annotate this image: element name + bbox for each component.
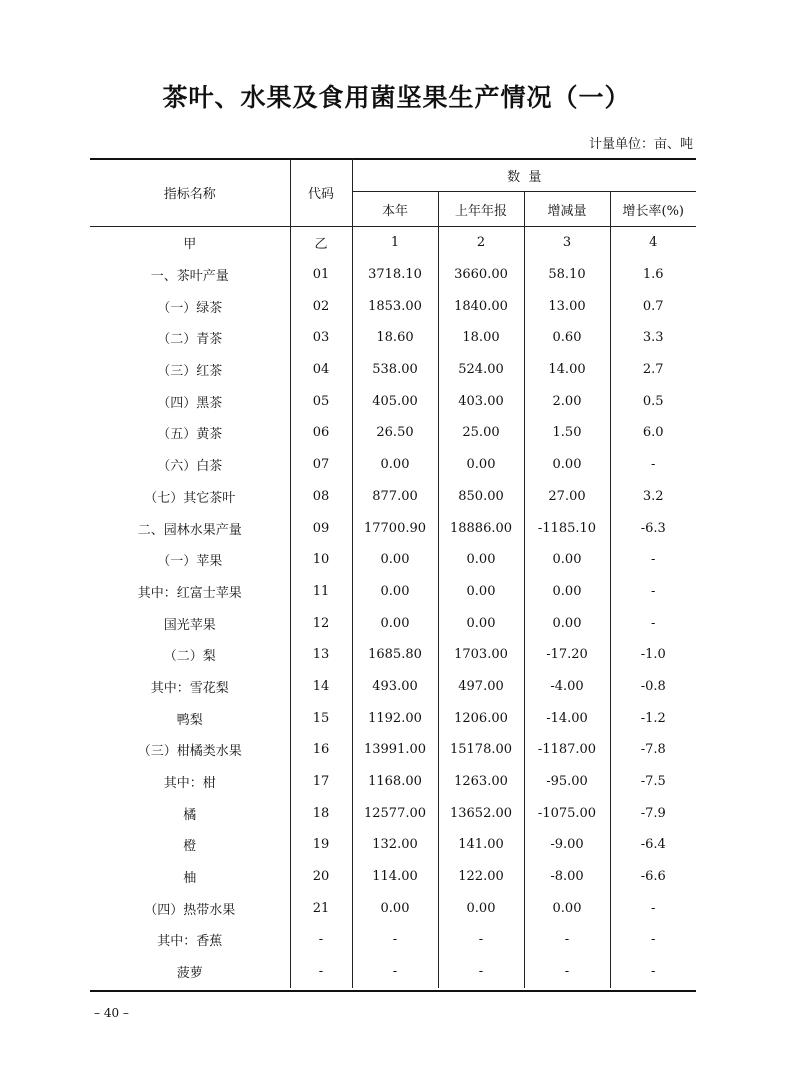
cell-last-year: 497.00 xyxy=(438,671,524,703)
cell-growth-rate: 3.2 xyxy=(642,488,664,504)
cell-name: 国光苹果 xyxy=(90,607,290,639)
cell-name: （二）梨 xyxy=(90,639,290,671)
cell-name: （七）其它茶叶 xyxy=(90,481,290,513)
cell-change: 0.60 xyxy=(524,322,610,354)
cell-code: 09 xyxy=(290,512,352,544)
table-row xyxy=(90,354,696,386)
cell-change: 27.00 xyxy=(524,481,610,513)
cell-name: （四）黑茶 xyxy=(90,385,290,417)
cell-last-year: 25.00 xyxy=(438,417,524,449)
cell-change: -95.00 xyxy=(524,766,610,798)
cell-growth-rate: 2.7 xyxy=(642,362,664,378)
cell-name: （五）黄茶 xyxy=(90,417,290,449)
table-row xyxy=(90,512,696,544)
cell-current-year: 405.00 xyxy=(352,385,438,417)
cell-last-year: 0.00 xyxy=(438,892,524,924)
table-row xyxy=(90,861,696,893)
cell-growth-rate: -7.9 xyxy=(640,805,666,821)
cell-growth-rate: 0.7 xyxy=(642,298,664,314)
cell-current-year: 1853.00 xyxy=(352,290,438,322)
cell-code: 乙 xyxy=(290,227,352,259)
cell-code: 11 xyxy=(290,576,352,608)
cell-current-year: - xyxy=(352,956,438,988)
cell-growth-rate: - xyxy=(651,552,656,568)
cell-name: 柚 xyxy=(90,861,290,893)
cell-growth-rate: -6.6 xyxy=(640,869,666,885)
cell-current-year: 17700.90 xyxy=(352,512,438,544)
cell-last-year: 18.00 xyxy=(438,322,524,354)
cell-current-year: 12577.00 xyxy=(352,797,438,829)
cell-name: 甲 xyxy=(90,227,290,259)
cell-code: 06 xyxy=(290,417,352,449)
page-title: 茶叶、水果及食用菌坚果生产情况（一） xyxy=(162,83,631,112)
cell-code: 12 xyxy=(290,607,352,639)
cell-change: 14.00 xyxy=(524,354,610,386)
cell-code: 13 xyxy=(290,639,352,671)
cell-change: -17.20 xyxy=(524,639,610,671)
cell-growth-rate: - xyxy=(651,932,656,948)
cell-last-year: 850.00 xyxy=(438,481,524,513)
table-row xyxy=(90,417,696,449)
cell-growth-rate: 0.5 xyxy=(642,393,664,409)
cell-name: 菠萝 xyxy=(90,956,290,988)
cell-change: 0.00 xyxy=(524,607,610,639)
cell-change: 0.00 xyxy=(524,544,610,576)
table-row xyxy=(90,449,696,481)
cell-growth-rate: -1.2 xyxy=(640,710,666,726)
table-body xyxy=(90,227,696,988)
cell-name: 其中：雪花梨 xyxy=(90,671,290,703)
table-row xyxy=(90,702,696,734)
cell-name: （六）白茶 xyxy=(90,449,290,481)
cell-last-year: 403.00 xyxy=(438,385,524,417)
cell-name: （一）苹果 xyxy=(90,544,290,576)
cell-change: -1075.00 xyxy=(524,797,610,829)
table-row xyxy=(90,797,696,829)
header-code: 代码 xyxy=(290,159,352,227)
cell-name: 二、园林水果产量 xyxy=(90,512,290,544)
cell-code: 10 xyxy=(290,544,352,576)
cell-code: 01 xyxy=(290,259,352,291)
cell-change: -4.00 xyxy=(524,671,610,703)
cell-current-year: 877.00 xyxy=(352,481,438,513)
cell-current-year: 132.00 xyxy=(352,829,438,861)
cell-last-year: 0.00 xyxy=(438,449,524,481)
cell-change: 0.00 xyxy=(524,576,610,608)
unit-label: 计量单位：亩、吨 xyxy=(588,137,693,152)
cell-change: 2.00 xyxy=(524,385,610,417)
cell-last-year: 18886.00 xyxy=(438,512,524,544)
cell-current-year: 493.00 xyxy=(352,671,438,703)
cell-current-year: 1 xyxy=(352,227,438,259)
cell-growth-rate: 3.3 xyxy=(642,330,664,346)
cell-code: - xyxy=(290,956,352,988)
table-row xyxy=(90,829,696,861)
table-row xyxy=(90,290,696,322)
cell-name: （一）绿茶 xyxy=(90,290,290,322)
table-row xyxy=(90,322,696,354)
cell-name: 其中：柑 xyxy=(90,766,290,798)
cell-last-year: 2 xyxy=(438,227,524,259)
cell-last-year: 0.00 xyxy=(438,544,524,576)
cell-change: 3 xyxy=(524,227,610,259)
header-current-year: 本年 xyxy=(352,192,438,227)
cell-name: 鸭梨 xyxy=(90,702,290,734)
table-row xyxy=(90,576,696,608)
cell-code: 03 xyxy=(290,322,352,354)
cell-last-year: 1703.00 xyxy=(438,639,524,671)
cell-growth-rate: -6.3 xyxy=(640,520,666,536)
table-row xyxy=(90,259,696,291)
table-row xyxy=(90,607,696,639)
cell-current-year: 18.60 xyxy=(352,322,438,354)
table-row xyxy=(90,766,696,798)
header-indicator-name: 指标名称 xyxy=(90,159,290,227)
cell-name: 其中：香蕉 xyxy=(90,924,290,956)
cell-name: （二）青茶 xyxy=(90,322,290,354)
cell-code: 16 xyxy=(290,734,352,766)
page-number: – 40 – xyxy=(94,1006,129,1020)
cell-last-year: 15178.00 xyxy=(438,734,524,766)
cell-code: 08 xyxy=(290,481,352,513)
cell-last-year: 141.00 xyxy=(438,829,524,861)
cell-last-year: 122.00 xyxy=(438,861,524,893)
cell-name: （三）柑橘类水果 xyxy=(90,734,290,766)
cell-growth-rate: - xyxy=(651,615,656,631)
cell-code: 02 xyxy=(290,290,352,322)
cell-code: 17 xyxy=(290,766,352,798)
cell-growth-rate: 4 xyxy=(649,235,658,251)
cell-current-year: 0.00 xyxy=(352,607,438,639)
table-row xyxy=(90,481,696,513)
cell-last-year: 1263.00 xyxy=(438,766,524,798)
cell-change: -9.00 xyxy=(524,829,610,861)
cell-growth-rate: -0.8 xyxy=(640,678,666,694)
table-row xyxy=(90,671,696,703)
cell-current-year: 0.00 xyxy=(352,892,438,924)
cell-last-year: 524.00 xyxy=(438,354,524,386)
cell-current-year: 1685.80 xyxy=(352,639,438,671)
cell-last-year: 3660.00 xyxy=(438,259,524,291)
table-row xyxy=(90,924,696,956)
cell-current-year: 0.00 xyxy=(352,576,438,608)
cell-code: - xyxy=(290,924,352,956)
cell-change: 58.10 xyxy=(524,259,610,291)
cell-current-year: 1168.00 xyxy=(352,766,438,798)
cell-last-year: 1840.00 xyxy=(438,290,524,322)
cell-growth-rate: - xyxy=(651,583,656,599)
cell-last-year: 1206.00 xyxy=(438,702,524,734)
cell-name: 一、茶叶产量 xyxy=(90,259,290,291)
cell-change: - xyxy=(524,924,610,956)
cell-last-year: - xyxy=(438,924,524,956)
cell-code: 20 xyxy=(290,861,352,893)
cell-current-year: 538.00 xyxy=(352,354,438,386)
table-row xyxy=(90,639,696,671)
cell-code: 19 xyxy=(290,829,352,861)
header-quantity: 数 量 xyxy=(352,159,696,192)
cell-current-year: 0.00 xyxy=(352,449,438,481)
cell-code: 18 xyxy=(290,797,352,829)
cell-change: 13.00 xyxy=(524,290,610,322)
table-row xyxy=(90,892,696,924)
cell-current-year: 3718.10 xyxy=(352,259,438,291)
cell-growth-rate: - xyxy=(651,457,656,473)
cell-change: 0.00 xyxy=(524,892,610,924)
cell-growth-rate: -7.8 xyxy=(640,742,666,758)
table-row xyxy=(90,385,696,417)
cell-name: 其中：红富士苹果 xyxy=(90,576,290,608)
cell-change: - xyxy=(524,956,610,988)
table-row xyxy=(90,956,696,988)
cell-current-year: 13991.00 xyxy=(352,734,438,766)
cell-current-year: 0.00 xyxy=(352,544,438,576)
table-bottom-rule xyxy=(90,990,696,992)
cell-last-year: 13652.00 xyxy=(438,797,524,829)
cell-name: 橘 xyxy=(90,797,290,829)
cell-growth-rate: - xyxy=(651,964,656,980)
cell-change: -14.00 xyxy=(524,702,610,734)
cell-growth-rate: 6.0 xyxy=(642,425,664,441)
cell-growth-rate: 1.6 xyxy=(642,267,664,283)
cell-growth-rate: -6.4 xyxy=(640,837,666,853)
cell-code: 15 xyxy=(290,702,352,734)
cell-code: 14 xyxy=(290,671,352,703)
cell-change: 0.00 xyxy=(524,449,610,481)
table-row xyxy=(90,227,696,259)
header-change: 增减量 xyxy=(524,192,610,227)
cell-name: 橙 xyxy=(90,829,290,861)
cell-change: 1.50 xyxy=(524,417,610,449)
cell-last-year: 0.00 xyxy=(438,576,524,608)
cell-growth-rate: -7.5 xyxy=(640,774,666,790)
production-table xyxy=(90,159,696,988)
table-row xyxy=(90,734,696,766)
cell-current-year: 1192.00 xyxy=(352,702,438,734)
header-growth-rate: 增长率(%) xyxy=(610,192,696,227)
cell-current-year: 26.50 xyxy=(352,417,438,449)
cell-name: （四）热带水果 xyxy=(90,892,290,924)
cell-change: -8.00 xyxy=(524,861,610,893)
cell-last-year: - xyxy=(438,956,524,988)
cell-change: -1187.00 xyxy=(524,734,610,766)
cell-current-year: 114.00 xyxy=(352,861,438,893)
cell-code: 07 xyxy=(290,449,352,481)
table-row xyxy=(90,544,696,576)
cell-code: 04 xyxy=(290,354,352,386)
cell-current-year: - xyxy=(352,924,438,956)
cell-last-year: 0.00 xyxy=(438,607,524,639)
cell-change: -1185.10 xyxy=(524,512,610,544)
cell-name: （三）红茶 xyxy=(90,354,290,386)
header-last-year: 上年年报 xyxy=(438,192,524,227)
cell-growth-rate: - xyxy=(651,900,656,916)
cell-growth-rate: -1.0 xyxy=(640,647,666,663)
cell-code: 05 xyxy=(290,385,352,417)
cell-code: 21 xyxy=(290,892,352,924)
